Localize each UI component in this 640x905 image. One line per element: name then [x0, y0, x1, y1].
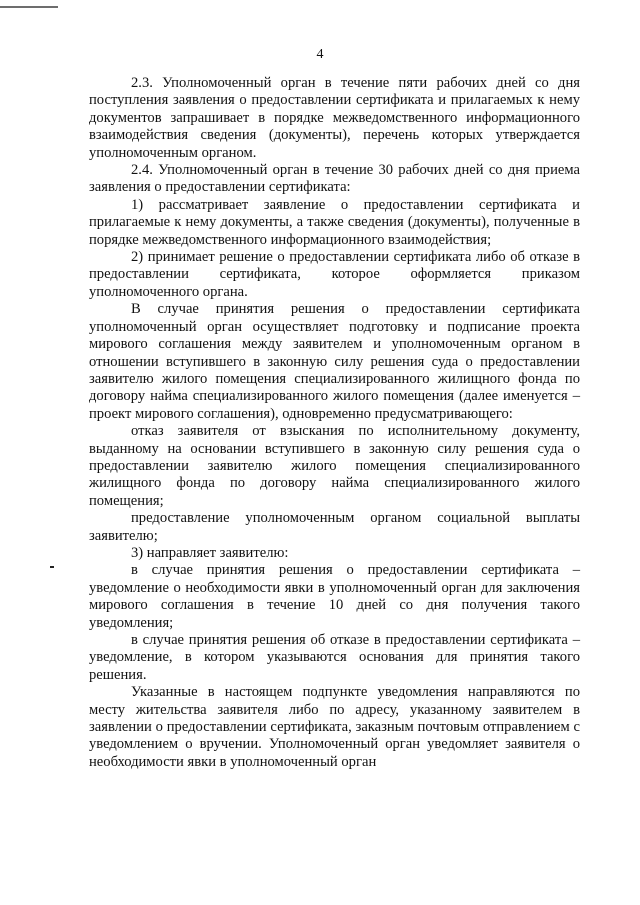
- scan-artifact-dot: [50, 566, 54, 568]
- document-body: [89, 75, 580, 771]
- list-item-2: 2) принимает решение о предоставлении сертификата либо об отказе в предоставлении сертификата, которое оформляется приказом уполномоченного органа.: [89, 249, 580, 300]
- page-number: 4: [316, 47, 324, 62]
- paragraph-settlement: В случае принятия решения о предоставлении сертификата уполномоченный орган осуществляет подготовку и подписание проекта мирового соглашения между заявителем и уполномоченным органом в отношении вступившего в законную силу решения суда о предоставлении заявителю жилого помещения специализированного жилищного фонда по договору найма специализированного жилого помещения (далее именуется – проект мирового соглашения), одновременно предусматривающего:: [89, 301, 580, 422]
- paragraph-notice-delivery: Указанные в настоящем подпункте уведомления направляются по месту жительства заявителя либо по адресу, указанному заявителем в заявлении о предоставлении сертификата, заказным почтовым отправлением с уведомлением о вручении. Уполномоченный орган уведомляет заявителя о необходимости явки в уполномоченный орган: [89, 684, 580, 770]
- list-item-1: 1) рассматривает заявление о предоставлении сертификата и прилагаемые к нему документы, а также сведения (документы), полученные в порядке межведомственного информационного взаимодействия;: [89, 196, 580, 248]
- paragraph-2-4: 2.4. Уполномоченный орган в течение 30 рабочих дней со дня приема заявления о предоставлении сертификата:: [89, 162, 580, 196]
- list-item-3: 3) направляет заявителю:: [131, 544, 289, 561]
- paragraph-2-3: 2.3. Уполномоченный орган в течение пяти рабочих дней со дня поступления заявления о предоставлении сертификата и прилагаемых к нему документов запрашивает в порядке межведомственного информационного взаимодействия сведения (документы), перечень которых утверждается уполномоченным органом.: [89, 75, 580, 161]
- paragraph-notice-approval: в случае принятия решения о предоставлении сертификата – уведомление о необходимости явки в уполномоченный орган для заключения мирового соглашения в течение 10 дней со дня получения такого уведомления;: [89, 562, 580, 631]
- paragraph-social-payment: предоставление уполномоченным органом социальной выплаты заявителю;: [89, 510, 580, 544]
- paragraph-waiver: отказ заявителя от взыскания по исполнительному документу, выданному на основании вступившего в законную силу решения суда о предоставлении заявителю жилого помещения специализированного жилищного фонда по договору найма специализированного жилого помещения;: [89, 423, 580, 509]
- corner-line-mark: [0, 6, 58, 8]
- paragraph-notice-refusal: в случае принятия решения об отказе в предоставлении сертификата – уведомление, в котором указываются основания для принятия такого решения.: [89, 632, 580, 683]
